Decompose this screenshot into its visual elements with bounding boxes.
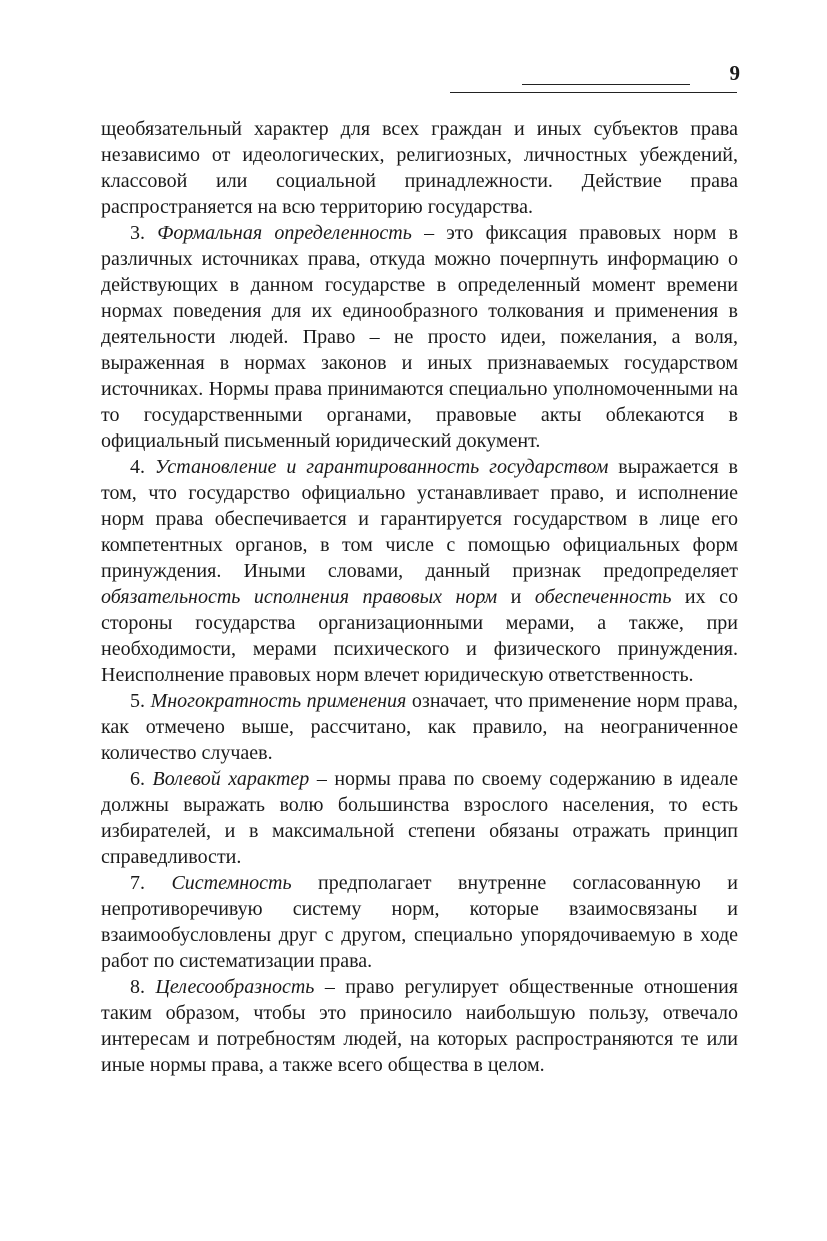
item-term: Целесообразность [155,976,315,998]
paragraph-item-8 [101,974,738,1078]
item-term-secondary: обязательность исполнения правовых норм [101,586,498,608]
item-term: Формальная определенность [157,222,412,244]
item-number: 8. [130,976,156,998]
item-number: 3. [130,222,158,244]
paragraph-text: их со стороны государства организационными мерами, а также, при необходимости, мерами психического и физического принуждения. Неисполнение правовых норм влечет юридическую ответственность. [101,586,738,686]
paragraph-text: выражается в том, что государство официально устанавливает право, и исполнение норм права обеспечивается и гарантируется государством в лице его компетентных органов, в том числе с помощью официальных форм принуждения. Иными словами, данный признак предопределяет [101,456,739,582]
paragraph-continuation [101,116,738,220]
page-number: 9 [729,61,740,85]
item-number: 6. [130,768,153,790]
paragraph-item-6 [101,766,738,870]
paragraph-text: означает, что применение норм права, как отмечено выше, рассчитано, как правило, на неограниченное количество случаев. [101,690,738,764]
body-text [101,116,738,1078]
paragraph-item-3 [101,220,738,454]
paragraph-text: – это фиксация правовых норм в различных источниках права, откуда можно почерпнуть информацию о действующих в данном государстве в определенный момент времени нормах поведения для их единообразного толкования и применения в деятельности людей. Право – не просто идеи, пожелания, а воля, выраженная в нормах законов и иных признаваемых государством источниках. Нормы права принимаются специально уполномоченными на то государственными органами, правовые акты облекаются в официальный письменный юридический документ. [101,222,739,452]
item-number: 5. [130,690,151,712]
paragraph-text: предполагает внутренне согласованную и непротиворечивую систему норм, которые взаимосвязаны и взаимообусловлены друг с другом, специально упорядочиваемую в ходе работ по систематизации права. [101,872,739,972]
item-term: Волевой характер [152,768,310,790]
header-rule-short [522,84,690,85]
paragraph-text: щеобязательный характер для всех граждан и иных субъектов права независимо от идеологических, религиозных, личностных убеждений, классовой или социальной принадлежности. Действие права распространяется на всю территорию государства. [101,118,738,218]
paragraph-text: – нормы права по своему содержанию в идеале должны выражать волю большинства взрослого населения, то есть избирателей, и в максимальной степени обязаны отражать принцип справедливости. [101,768,739,868]
item-term: Установление и гарантированность государством [154,456,609,478]
paragraph-item-4 [101,454,738,688]
item-term: Многократность применения [150,690,407,712]
item-number: 7. [130,872,172,894]
paragraph-text: и [497,586,535,608]
paragraph-item-7 [101,870,738,974]
paragraph-item-5 [101,688,738,766]
item-term: Системность [171,872,292,894]
paragraph-text: – право регулирует общественные отношения таким образом, чтобы это приносило наибольшую пользу, отвечало интересам и потребностям людей, на которых распространяются те или иные нормы права, а также всего общества в целом. [101,976,738,1076]
header-rule-long [450,92,737,93]
item-term-tertiary: обеспеченность [534,586,672,608]
item-number: 4. [130,456,155,478]
